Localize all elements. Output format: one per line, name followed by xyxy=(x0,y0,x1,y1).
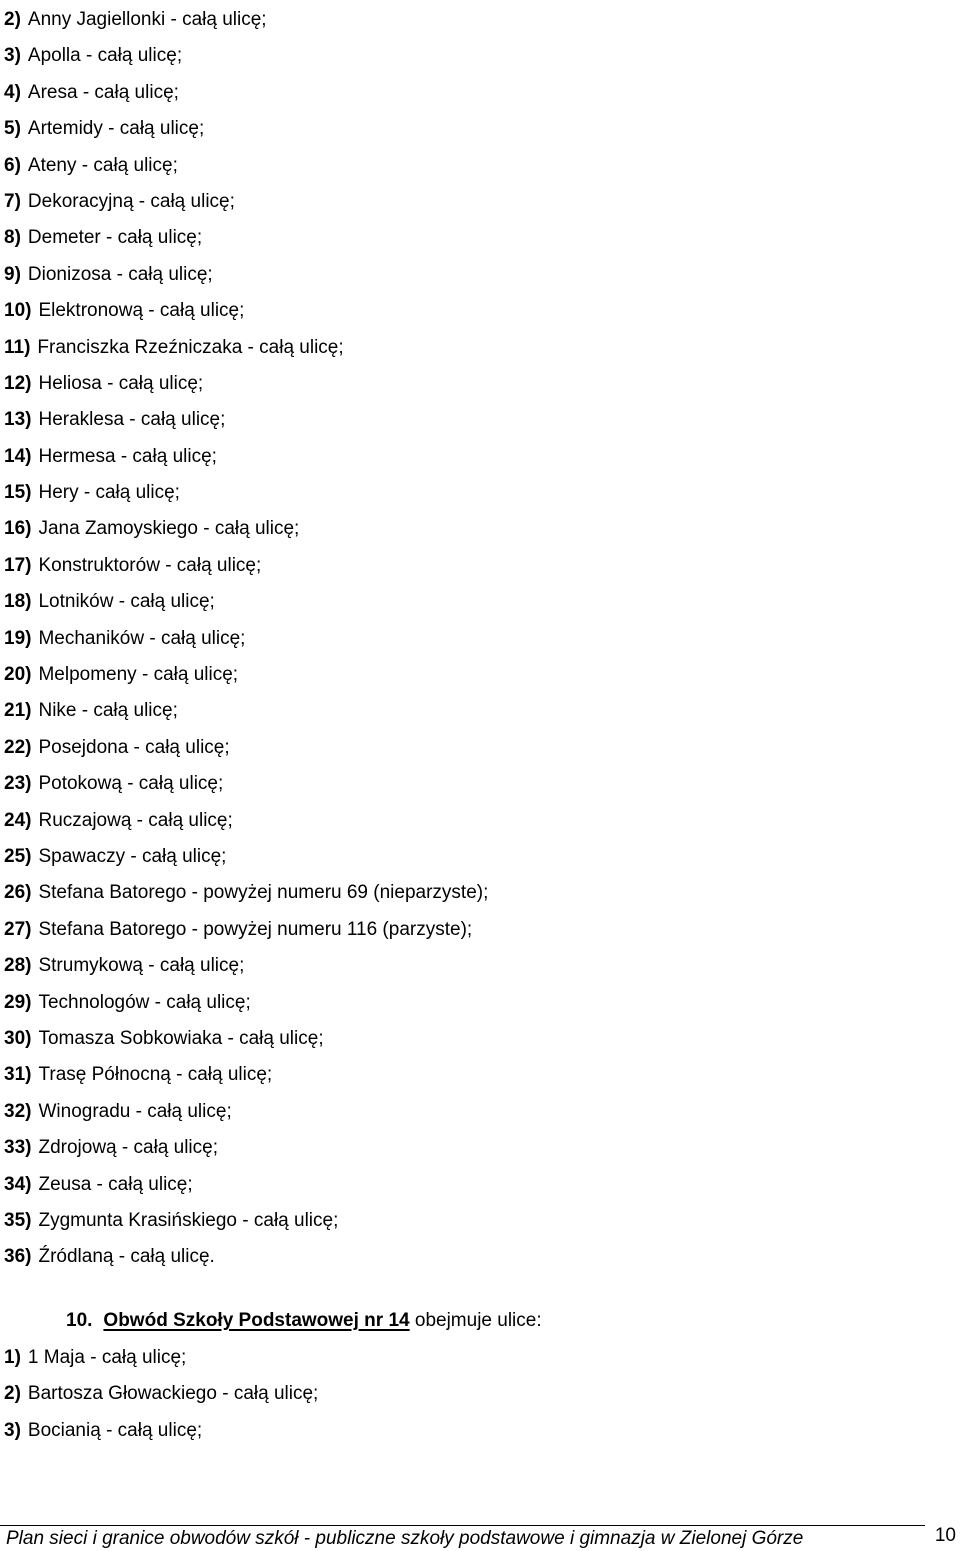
list-item-number: 3) xyxy=(4,1419,21,1441)
footer-text: Plan sieci i granice obwodów szkół - publiczne szkoły podstawowe i gimnazja w Zielonej Górze xyxy=(6,1528,804,1549)
list-item xyxy=(4,657,488,693)
list-item xyxy=(4,1340,318,1376)
list-item xyxy=(4,948,488,984)
list-item xyxy=(4,548,488,584)
list-item-text: Heraklesa - całą ulicę; xyxy=(38,409,226,431)
page-number: 10 xyxy=(934,1525,956,1546)
list-item-text: Franciszka Rzeźniczaka - całą ulicę; xyxy=(37,336,344,358)
list-item-text: Aresa - całą ulicę; xyxy=(27,81,179,103)
list-item xyxy=(4,912,488,948)
list-item-text: Tomasza Sobkowiaka - całą ulicę; xyxy=(38,1027,324,1049)
list-item-number: 15) xyxy=(4,482,32,504)
list-item-number: 7) xyxy=(4,190,21,212)
list-item-text: Posejdona - całą ulicę; xyxy=(38,736,230,758)
list-item-number: 31) xyxy=(4,1064,32,1086)
list-item xyxy=(4,330,488,366)
list-item xyxy=(4,1376,318,1412)
list-item-text: Dekoracyjną - całą ulicę; xyxy=(27,190,235,212)
list-item xyxy=(4,1167,488,1203)
list-item-text: Trasę Północną - całą ulicę; xyxy=(38,1064,273,1086)
footer-divider xyxy=(0,1525,925,1526)
section-title-rest: obejmuje ulice: xyxy=(409,1310,542,1331)
street-list-school-9 xyxy=(4,2,488,1276)
list-item-number: 25) xyxy=(4,845,32,867)
list-item-text: Źródlaną - całą ulicę. xyxy=(38,1246,215,1268)
list-item xyxy=(4,985,488,1021)
list-item-text: Elektronową - całą ulicę; xyxy=(38,300,245,322)
list-item xyxy=(4,803,488,839)
section-heading xyxy=(48,1302,542,1340)
list-item-text: Hermesa - całą ulicę; xyxy=(38,445,217,467)
list-item-number: 18) xyxy=(4,591,32,613)
list-item xyxy=(4,511,488,547)
list-item xyxy=(4,439,488,475)
list-item-text: Ruczajową - całą ulicę; xyxy=(38,809,233,831)
list-item-text: Hery - całą ulicę; xyxy=(38,482,180,504)
list-item-text: Potokową - całą ulicę; xyxy=(38,773,224,795)
list-item-number: 3) xyxy=(4,45,21,67)
list-item xyxy=(4,148,488,184)
list-item-text: Artemidy - całą ulicę; xyxy=(27,118,205,140)
list-item-text: Zdrojową - całą ulicę; xyxy=(38,1137,218,1159)
list-item-text: Bartosza Głowackiego - całą ulicę; xyxy=(27,1383,319,1405)
list-item-text: Lotników - całą ulicę; xyxy=(38,591,215,613)
list-item xyxy=(4,257,488,293)
section-heading-underlined xyxy=(48,1310,410,1331)
list-item-number: 1) xyxy=(4,1347,21,1368)
list-item-number: 12) xyxy=(4,372,32,394)
list-item-number: 24) xyxy=(4,809,32,831)
list-item-text: Nike - całą ulicę; xyxy=(38,700,178,722)
list-item xyxy=(4,111,488,147)
list-item-text: Stefana Batorego - powyżej numeru 69 (nieparzyste); xyxy=(38,882,489,904)
list-item-number: 35) xyxy=(4,1209,32,1231)
list-item xyxy=(4,1203,488,1239)
list-item-number: 9) xyxy=(4,263,21,285)
list-item xyxy=(4,1130,488,1166)
list-item-number: 26) xyxy=(4,882,32,904)
list-item-text: Konstruktorów - całą ulicę; xyxy=(38,554,262,576)
section-number: 10. xyxy=(66,1310,93,1331)
list-item xyxy=(4,1239,488,1275)
list-item xyxy=(4,2,488,38)
list-item xyxy=(4,693,488,729)
list-item-text: Dionizosa - całą ulicę; xyxy=(27,263,213,285)
list-item-number: 27) xyxy=(4,918,32,940)
list-item-text: Technologów - całą ulicę; xyxy=(38,991,251,1013)
list-item xyxy=(4,621,488,657)
list-item-text: Heliosa - całą ulicę; xyxy=(38,372,204,394)
list-item xyxy=(4,475,488,511)
list-item-number: 33) xyxy=(4,1137,32,1159)
list-item-number: 20) xyxy=(4,664,32,686)
list-item-number: 36) xyxy=(4,1246,32,1268)
list-item xyxy=(4,293,488,329)
list-item-number: 28) xyxy=(4,955,32,977)
list-item-number: 13) xyxy=(4,409,32,431)
street-list-school-14 xyxy=(4,1340,318,1449)
list-item-number: 21) xyxy=(4,700,32,722)
list-item-text: Apolla - całą ulicę; xyxy=(27,45,183,67)
list-item-text: Zeusa - całą ulicę; xyxy=(38,1173,193,1195)
list-item xyxy=(4,875,488,911)
list-item xyxy=(4,1057,488,1093)
list-item-number: 30) xyxy=(4,1027,32,1049)
list-item-number: 2) xyxy=(4,9,21,30)
list-item-number: 32) xyxy=(4,1100,32,1122)
list-item xyxy=(4,1413,318,1449)
list-item-text: Bocianią - całą ulicę; xyxy=(27,1419,203,1441)
list-item-number: 10) xyxy=(4,300,32,322)
list-item-text: 1 Maja - całą ulicę; xyxy=(27,1347,187,1368)
list-item xyxy=(4,1021,488,1057)
list-item-text: Strumykową - całą ulicę; xyxy=(38,955,245,977)
list-item xyxy=(4,220,488,256)
list-item xyxy=(4,839,488,875)
section-title-bold: Obwód Szkoły Podstawowej nr 14 xyxy=(103,1310,410,1331)
list-item-text: Winogradu - całą ulicę; xyxy=(38,1100,232,1122)
list-item-number: 11) xyxy=(4,336,31,358)
list-item-number: 4) xyxy=(4,81,21,103)
list-item xyxy=(4,184,488,220)
list-item xyxy=(4,366,488,402)
list-item-number: 34) xyxy=(4,1173,32,1195)
list-item-number: 8) xyxy=(4,227,21,249)
list-item-text: Demeter - całą ulicę; xyxy=(27,227,203,249)
list-item-text: Ateny - całą ulicę; xyxy=(27,154,178,176)
list-item-text: Mechaników - całą ulicę; xyxy=(38,627,246,649)
list-item-text: Zygmunta Krasińskiego - całą ulicę; xyxy=(38,1209,339,1231)
list-item-number: 6) xyxy=(4,154,21,176)
list-item-text: Stefana Batorego - powyżej numeru 116 (parzyste); xyxy=(38,918,473,940)
list-item-number: 2) xyxy=(4,1383,21,1405)
list-item-number: 16) xyxy=(4,518,32,540)
list-item xyxy=(4,766,488,802)
list-item xyxy=(4,75,488,111)
list-item-number: 29) xyxy=(4,991,32,1013)
list-item-text: Jana Zamoyskiego - całą ulicę; xyxy=(38,518,300,540)
list-item xyxy=(4,584,488,620)
list-item-number: 22) xyxy=(4,736,32,758)
list-item-text: Spawaczy - całą ulicę; xyxy=(38,845,227,867)
list-item xyxy=(4,1094,488,1130)
list-item xyxy=(4,402,488,438)
list-item-number: 23) xyxy=(4,773,32,795)
list-item-number: 17) xyxy=(4,554,32,576)
list-item xyxy=(4,38,488,74)
list-item-number: 5) xyxy=(4,118,21,140)
list-item-number: 19) xyxy=(4,627,32,649)
list-item-number: 14) xyxy=(4,445,32,467)
list-item-text: Melpomeny - całą ulicę; xyxy=(38,664,239,686)
list-item-text: Anny Jagiellonki - całą ulicę; xyxy=(27,9,267,30)
list-item xyxy=(4,730,488,766)
